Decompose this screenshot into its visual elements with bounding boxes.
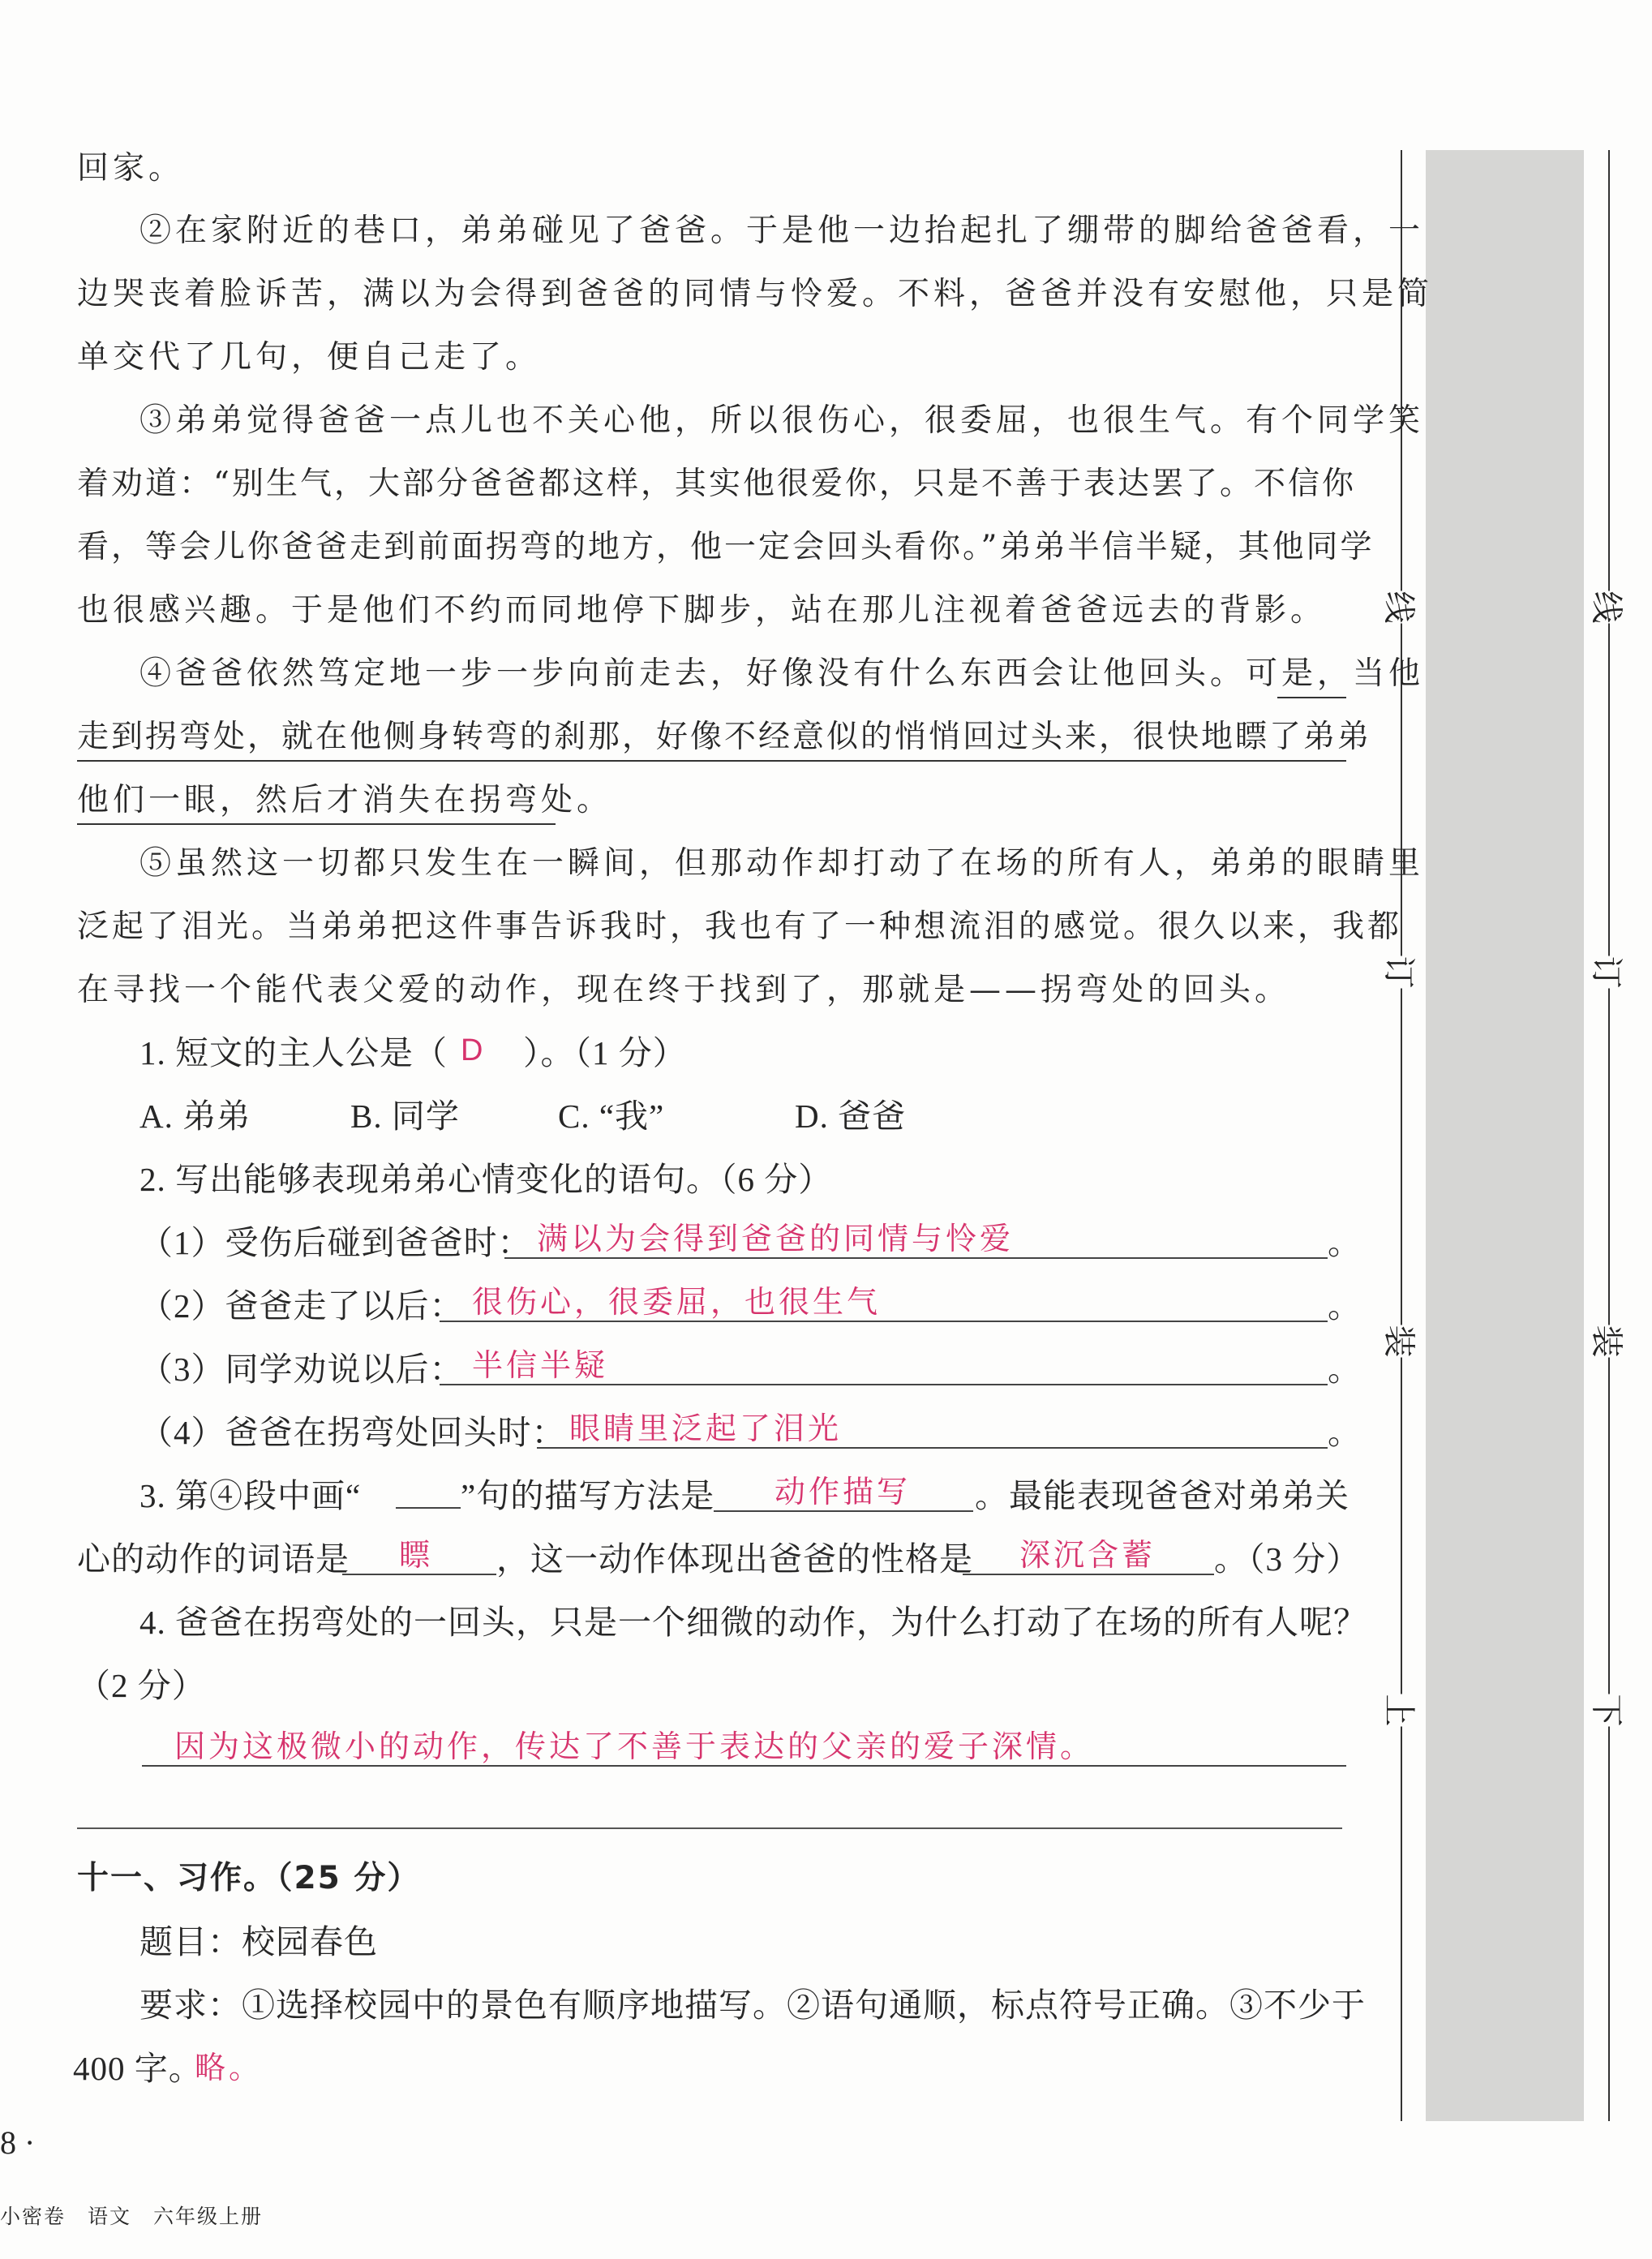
q3-sample-underline [396,1507,461,1509]
underline-p4-3 [77,823,556,825]
q2-item3-answer: 半信半疑 [472,1347,609,1383]
passage-p4-line3: 他们一眼，然后才消失在拐弯处。 [77,782,613,818]
q1-option-d: D. 爸爸 [795,1097,907,1135]
passage-p2-line1: ②在家附近的巷口，弟弟碰见了爸爸。于是他一边抬起扎了绷带的脚给爸爸看，一 [139,213,1425,249]
q2-item1-period: 。 [1328,1224,1362,1261]
underline-p4-1 [1277,697,1346,698]
q2-item2-blank [440,1321,1328,1322]
q3-part-a: 3. 第④段中画“ [139,1477,362,1514]
passage-p3-line4: 也很感兴趣。于是他们不约而同地停下脚步，站在那儿注视着爸爸远去的背影。 [77,592,1327,629]
passage-p5-line2: 泛起了泪光。当弟弟把这件事告诉我时，我也有了一种想流泪的感觉。很久以来，我都 [77,908,1403,945]
passage-p3-line2: 着劝道：“别生气，大部分爸爸都这样，其实他很爱你，只是不善于表达罢了。不信你 [77,466,1356,502]
section-divider [77,1827,1342,1829]
passage-p4-line2: 走到拐弯处，就在他侧身转弯的刹那，好像不经意似的悄悄回过头来，很快地瞟了弟弟 [77,719,1372,755]
q1-stem-a: 1. 短文的主人公是（ [139,1034,448,1072]
binding-char-left-3: 装 [1379,1325,1425,1358]
q2-item1-blank [504,1257,1328,1259]
q11-topic: 题目：校园春色 [139,1923,378,1961]
q3-part-c: 。最能表现爸爸对弟弟关 [975,1477,1349,1514]
q3-blank-3 [963,1574,1214,1575]
q2-item1-label: （1）受伤后碰到爸爸时： [139,1224,532,1261]
q3-part-b: ”句的描写方法是 [461,1477,715,1514]
q2-item3-label: （3）同学劝说以后： [139,1351,464,1388]
q3-blank-1 [714,1510,973,1512]
passage-line-top: 回家。 [77,150,185,187]
q4-stem-line2: （2 分） [77,1667,206,1704]
q3-answer-1: 动作描写 [775,1474,912,1510]
binding-char-left-4: 上 [1379,1694,1425,1727]
passage-p3-line3: 看，等会儿你爸爸走到前面拐弯的地方，他一定会回头看你。”弟弟半信半疑，其他同学 [77,529,1375,565]
binding-char-right-4: 下 [1586,1694,1633,1727]
q1-option-b: B. 同学 [350,1097,460,1135]
q2-stem: 2. 写出能够表现弟弟心情变化的语句。（6 分） [139,1161,833,1198]
q3-answer-2: 瞟 [399,1537,434,1573]
q2-item4-answer: 眼睛里泛起了泪光 [569,1411,843,1446]
q2-item1-answer: 满以为会得到爸爸的同情与怜爱 [537,1221,1015,1256]
q4-blank [142,1765,1346,1767]
passage-p5-line1: ⑤虽然这一切都只发生在一瞬间，但那动作却打动了在场的所有人，弟弟的眼睛里 [139,845,1425,882]
q3-answer-3: 深沉含蓄 [1019,1537,1156,1573]
passage-p2-line2: 边哭丧着脸诉苦，满以为会得到爸爸的同情与怜爱。不料，爸爸并没有安慰他，只是简 [77,276,1434,312]
q2-item2-period: 。 [1328,1287,1362,1325]
passage-p2-line3: 单交代了几句，便自己走了。 [77,339,542,376]
q11-title: 十一、习作。（25 分） [77,1860,421,1896]
q3-part-e: ，这一动作体现出爸爸的性格是 [496,1540,973,1578]
page-number: 8 · [0,2124,36,2161]
binding-char-right-1: 线 [1586,591,1633,624]
binding-char-left-2: 订 [1379,956,1425,989]
underline-p4-2 [77,760,1346,762]
q1-option-a: A. 弟弟 [139,1097,251,1135]
binding-line-left [1401,150,1402,2121]
q1-option-c: C. “我” [558,1097,665,1135]
q11-requirement-line1: 要求：①选择校园中的景色有顺序地描写。②语句通顺，标点符号正确。③不少于 [139,1986,1366,2024]
q2-item3-blank [440,1384,1328,1385]
binding-char-right-2: 订 [1586,956,1633,989]
q3-part-f: 。（3 分） [1214,1540,1361,1578]
binding-char-right-3: 装 [1586,1325,1633,1358]
q3-blank-2 [342,1574,496,1575]
binding-strip [1426,150,1584,2121]
q2-item4-label: （4）爸爸在拐弯处回头时： [139,1414,566,1451]
q11-requirement-line2: 400 字。 [73,2050,203,2087]
q4-answer: 因为这极微小的动作，传达了不善于表达的父亲的爱子深情。 [174,1729,1095,1764]
q1-stem-b: ）。（1 分） [523,1034,687,1072]
q3-part-d: 心的动作的词语是 [77,1540,350,1578]
q2-item2-label: （2）爸爸走了以后： [139,1287,464,1325]
passage-p5-line3: 在寻找一个能代表父爱的动作，现在终于找到了，那就是——拐弯处的回头。 [77,972,1291,1008]
q4-stem-line1: 4. 爸爸在拐弯处的一回头，只是一个细微的动作，为什么打动了在场的所有人呢？ [139,1604,1367,1641]
q2-item3-period: 。 [1328,1351,1362,1388]
passage-p4-line1: ④爸爸依然笃定地一步一步向前走去，好像没有什么东西会让他回头。可是，当他 [139,655,1425,692]
q2-item4-period: 。 [1328,1414,1362,1451]
binding-line-right [1608,150,1610,2121]
q2-item4-blank [537,1447,1328,1449]
q1-answer: D [461,1033,487,1067]
binding-char-left-1: 线 [1379,591,1425,624]
q11-answer: 略。 [195,2050,264,2085]
passage-p3-line1: ③弟弟觉得爸爸一点儿也不关心他，所以很伤心，很委屈，也很生气。有个同学笑 [139,402,1425,439]
q2-item2-answer: 很伤心，很委屈，也很生气 [472,1284,882,1320]
footer-book-title: 小密卷 语文 六年级上册 [0,2205,264,2228]
